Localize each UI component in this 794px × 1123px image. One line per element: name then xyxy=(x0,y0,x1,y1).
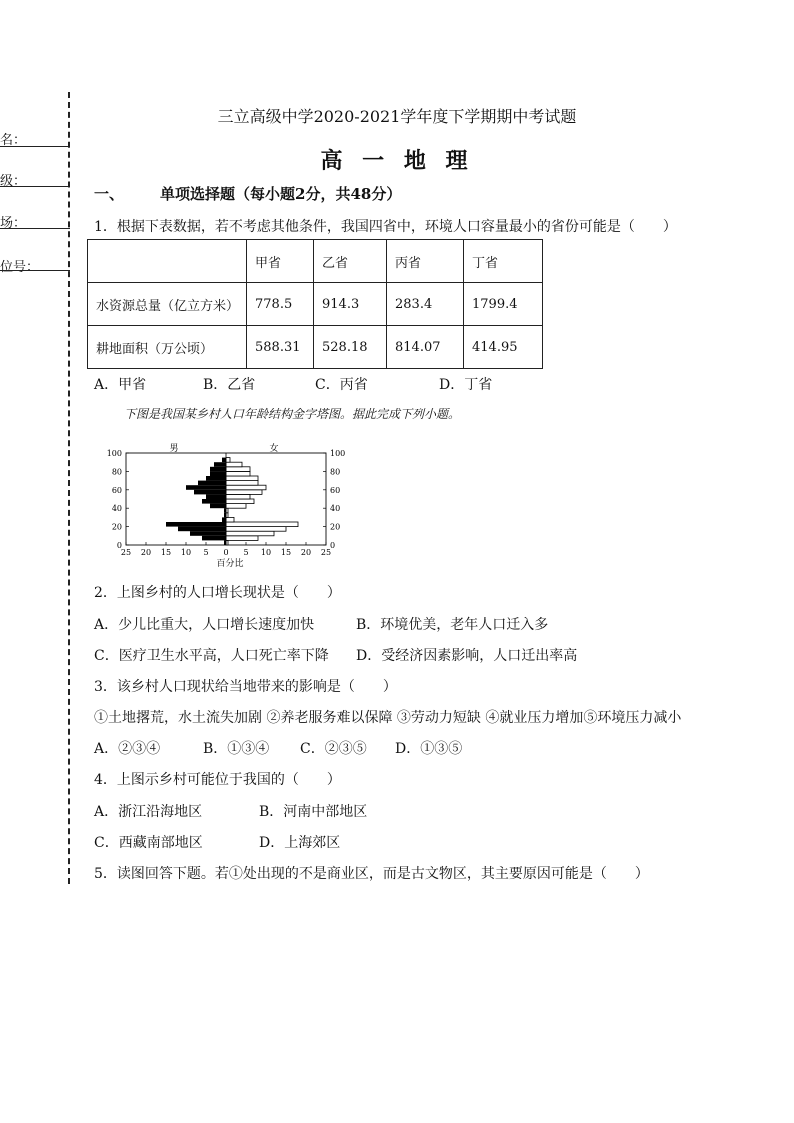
y-tick-label-right: 40 xyxy=(330,504,341,514)
exam-subject: 高 一 地 理 xyxy=(320,148,474,174)
class-field-label: 级： xyxy=(0,174,27,189)
male-bar xyxy=(190,531,226,536)
female-bar xyxy=(226,504,246,509)
male-bar xyxy=(214,462,226,467)
female-bar xyxy=(226,527,286,532)
male-bar xyxy=(186,485,226,490)
male-bar xyxy=(210,471,226,476)
x-tick-label: 25 xyxy=(320,548,332,557)
table-cell: 耕地面积（万公顷） xyxy=(88,326,247,369)
y-tick-label-left: 80 xyxy=(111,467,122,477)
male-bar xyxy=(222,517,226,522)
y-tick-label-right: 20 xyxy=(330,522,341,532)
male-bar xyxy=(222,458,226,463)
y-tick-label-right: 60 xyxy=(330,485,341,495)
seat-number-field-line[interactable] xyxy=(0,270,70,271)
question-1-text: 1．根据下表数据，若不考虑其他条件，我国四省中，环境人口容量最小的省份可能是（ ） xyxy=(94,219,677,235)
male-bar xyxy=(178,527,226,532)
x-tick-label: 25 xyxy=(120,548,132,557)
table-cell: 528.18 xyxy=(314,326,387,369)
x-tick-label: 10 xyxy=(260,548,272,557)
table-header-row xyxy=(88,240,543,283)
table-header-cell: 丙省 xyxy=(387,240,464,283)
question-3-statements: ①土地撂荒，水土流失加剧 ②养老服务难以保障 ③劳动力短缺 ④就业压力增加⑤环境压力减小 xyxy=(94,710,682,726)
male-label: 男 xyxy=(169,444,179,454)
table-cell: 414.95 xyxy=(464,326,543,369)
q4-option-d[interactable]: D．上海郊区 xyxy=(259,835,341,851)
y-tick-label-left: 0 xyxy=(116,541,122,550)
q1-option-a[interactable]: A．甲省 xyxy=(94,377,147,393)
table-row xyxy=(88,283,543,326)
x-tick-label: 0 xyxy=(223,548,229,557)
q4-option-c[interactable]: C．西藏南部地区 xyxy=(94,835,203,851)
female-bar xyxy=(226,481,258,486)
q3-option-b[interactable]: B．①③④ xyxy=(203,741,270,757)
female-bar xyxy=(226,458,230,463)
female-bar xyxy=(226,531,274,536)
table-cell: 水资源总量（亿立方米） xyxy=(88,283,247,326)
x-tick-label: 20 xyxy=(140,548,152,557)
table-header-cell xyxy=(88,240,247,283)
question-2-text: 2．上图乡村的人口增长现状是（ ） xyxy=(94,585,341,601)
section-name: 单项选择题（每小题2分，共48分） xyxy=(160,185,402,203)
water-land-table xyxy=(87,239,543,369)
table-cell: 778.5 xyxy=(247,283,314,326)
pyramid-intro: 下图是我国某乡村人口年龄结构金字塔图。据此完成下列小题。 xyxy=(124,407,461,421)
q3-option-d[interactable]: D．①③⑤ xyxy=(395,741,463,757)
seat-number-field-label: 位号： xyxy=(0,260,40,275)
q3-option-c[interactable]: C．②③⑤ xyxy=(300,741,367,757)
x-tick-label: 15 xyxy=(160,548,172,557)
q2-option-a[interactable]: A．少儿比重大，人口增长速度加快 xyxy=(94,617,315,633)
section-number: 一、 xyxy=(94,185,125,203)
q2-option-b[interactable]: B．环境优美，老年人口迁入多 xyxy=(356,617,549,633)
table-cell: 283.4 xyxy=(387,283,464,326)
female-bar xyxy=(226,517,234,522)
male-bar xyxy=(202,499,226,504)
y-tick-label-right: 100 xyxy=(330,449,346,458)
female-bar xyxy=(226,499,254,504)
q4-option-a[interactable]: A．浙江沿海地区 xyxy=(94,804,203,820)
q1-option-b[interactable]: B．乙省 xyxy=(203,377,256,393)
exam-room-field-label: 场： xyxy=(0,216,27,231)
question-5-text: 5．读图回答下题。若①处出现的不是商业区，而是古文物区，其主要原因可能是（ ） xyxy=(94,866,649,882)
male-bar xyxy=(206,494,226,499)
y-tick-label-left: 100 xyxy=(106,449,122,458)
female-bar xyxy=(226,494,250,499)
q1-option-d[interactable]: D．丁省 xyxy=(439,377,493,393)
q2-option-c[interactable]: C．医疗卫生水平高，人口死亡率下降 xyxy=(94,648,329,664)
female-bar xyxy=(226,522,298,527)
y-tick-label-right: 80 xyxy=(330,467,341,477)
male-bar xyxy=(210,504,226,509)
female-bar xyxy=(226,485,266,490)
female-label: 女 xyxy=(269,444,279,454)
female-bar xyxy=(226,476,258,481)
question-4-text: 4．上图示乡村可能位于我国的（ ） xyxy=(94,772,341,788)
binding-dashed-line xyxy=(68,92,70,884)
female-bar xyxy=(226,467,250,472)
class-field-line[interactable] xyxy=(0,186,70,187)
right-y-ticks xyxy=(330,449,345,550)
table-cell: 1799.4 xyxy=(464,283,543,326)
y-tick-label-right: 0 xyxy=(330,541,336,550)
table-cell: 588.31 xyxy=(247,326,314,369)
q1-option-c[interactable]: C．丙省 xyxy=(315,377,368,393)
table-cell: 914.3 xyxy=(314,283,387,326)
table-row xyxy=(88,326,543,369)
male-bar xyxy=(194,490,226,495)
x-ticks xyxy=(121,542,331,557)
x-axis-label: 百分比 xyxy=(216,559,244,569)
female-bar xyxy=(226,471,250,476)
exam-title: 三立高级中学2020-2021学年度下学期期中考试题 xyxy=(217,107,577,126)
table-header-cell: 乙省 xyxy=(314,240,387,283)
x-tick-label: 20 xyxy=(300,548,312,557)
male-bar xyxy=(206,476,226,481)
x-tick-label: 5 xyxy=(243,548,249,557)
table-header-cell: 甲省 xyxy=(247,240,314,283)
q4-option-b[interactable]: B．河南中部地区 xyxy=(259,804,368,820)
male-bar xyxy=(198,481,226,486)
female-bar xyxy=(226,490,262,495)
q2-option-d[interactable]: D．受经济因素影响，人口迁出率高 xyxy=(356,648,578,664)
x-tick-label: 10 xyxy=(180,548,192,557)
pyramid-bars xyxy=(166,453,298,545)
x-tick-label: 5 xyxy=(203,548,209,557)
table-cell: 814.07 xyxy=(387,326,464,369)
female-bar xyxy=(226,536,258,541)
x-tick-label: 15 xyxy=(280,548,292,557)
section-heading xyxy=(94,183,401,204)
y-tick-label-left: 40 xyxy=(111,504,122,514)
population-pyramid-chart xyxy=(96,438,366,573)
male-bar xyxy=(166,522,226,527)
male-bar xyxy=(210,467,226,472)
table-header-cell: 丁省 xyxy=(464,240,543,283)
male-bar xyxy=(202,536,226,541)
female-bar xyxy=(226,462,242,467)
y-tick-label-left: 60 xyxy=(111,485,122,495)
y-tick-label-left: 20 xyxy=(111,522,122,532)
name-field-label: 名： xyxy=(0,133,27,148)
q3-option-a[interactable]: A．②③④ xyxy=(94,741,161,757)
exam-room-field-line[interactable] xyxy=(0,228,70,229)
question-3-text: 3．该乡村人口现状给当地带来的影响是（ ） xyxy=(94,679,397,695)
